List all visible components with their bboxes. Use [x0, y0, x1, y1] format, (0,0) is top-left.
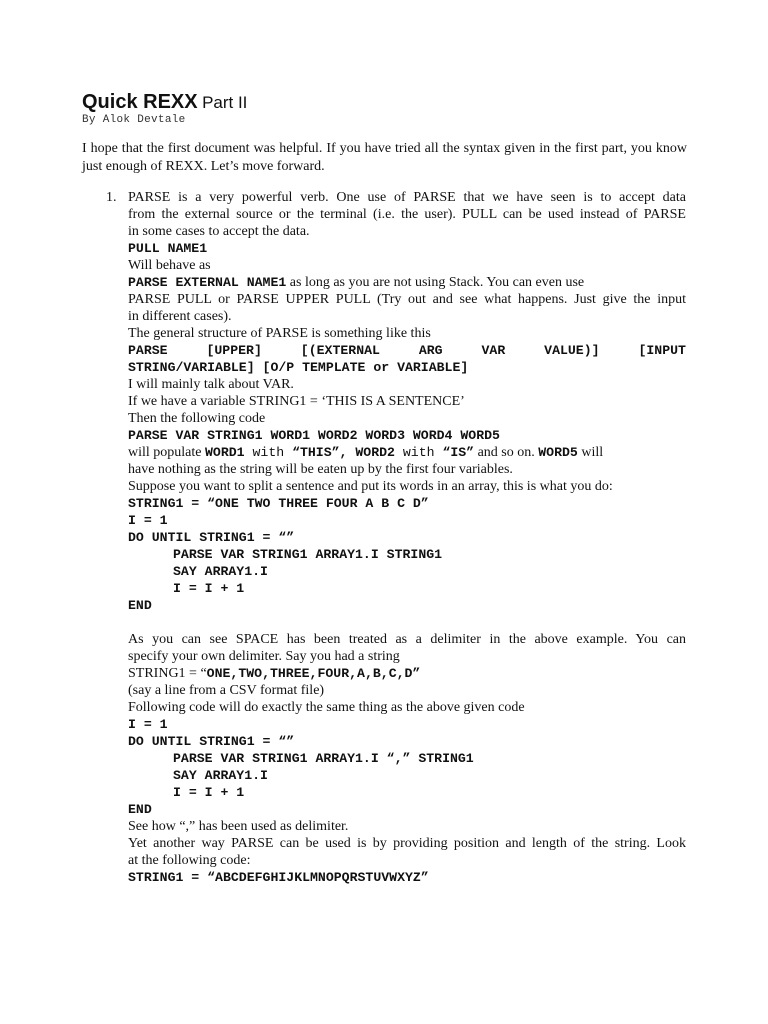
- syntax-token: ARG: [418, 343, 443, 358]
- inline-code: PARSE EXTERNAL NAME1: [128, 275, 287, 290]
- mixed-line: [128, 274, 686, 291]
- text-line: Yet another way PARSE can be used is by providing position and length of the string. Look: [128, 836, 686, 851]
- text-line: Following code will do exactly the same thing as the above given code: [128, 700, 525, 715]
- mixed-line: [128, 665, 686, 682]
- inline-code: “THIS”,: [292, 445, 348, 460]
- text-line: The general structure of PARSE is something like this: [128, 326, 431, 341]
- code-line: END: [128, 598, 152, 613]
- code-line: PARSE VAR STRING1 ARRAY1.I “,” STRING1: [173, 751, 474, 766]
- text-line: PARSE is a very powerful verb. One use of PARSE that we have seen is to accept data: [128, 190, 686, 205]
- inline-code: ONE,TWO,THREE,FOUR,A,B,C,D”: [206, 666, 421, 681]
- text-line: in different cases).: [128, 309, 232, 324]
- title-part: Part II: [202, 93, 248, 112]
- text-line: If we have a variable STRING1 = ‘THIS IS A SENTENCE’: [128, 394, 465, 409]
- text-line: from the external source or the terminal (i.e. the user). PULL can be used instead of PARSE: [128, 207, 686, 222]
- inline-text: and so on.: [474, 445, 539, 460]
- inline-mono: with: [244, 445, 293, 460]
- syntax-token: [UPPER]: [206, 343, 262, 358]
- text-line: (say a line from a CSV format file): [128, 683, 325, 698]
- code-line: PARSE VAR STRING1 WORD1 WORD2 WORD3 WORD4 WORD5: [128, 428, 500, 443]
- syntax-token: [(EXTERNAL: [300, 343, 380, 358]
- inline-code: WORD5: [538, 445, 578, 460]
- inline-text: will populate: [128, 445, 205, 460]
- code-line: STRING1 = “ONE TWO THREE FOUR A B C D”: [128, 496, 429, 511]
- code-line: END: [128, 802, 152, 817]
- syntax-token: PARSE: [128, 343, 168, 358]
- code-line: PULL NAME1: [128, 241, 208, 256]
- inline-text: STRING1 = “: [128, 666, 207, 681]
- text-line: Then the following code: [128, 411, 266, 426]
- mixed-line: [128, 444, 686, 461]
- inline-code: WORD1: [205, 445, 245, 460]
- code-line: I = I + 1: [173, 581, 245, 596]
- text-line: Will behave as: [128, 258, 211, 273]
- inline-mono: with: [394, 445, 443, 460]
- code-line: I = 1: [128, 717, 168, 732]
- text-line: PARSE PULL or PARSE UPPER PULL (Try out and see what happens. Just give the input: [128, 292, 686, 307]
- inline-text: will: [577, 445, 604, 460]
- syntax-token: VAR: [481, 343, 506, 358]
- code-line: SAY ARRAY1.I: [173, 768, 268, 783]
- text-line: See how “,” has been used as delimiter.: [128, 819, 349, 834]
- code-line: DO UNTIL STRING1 = “”: [128, 734, 295, 749]
- title-main: Quick REXX: [82, 91, 198, 113]
- text-line: have nothing as the string will be eaten up by the first four variables.: [128, 462, 513, 477]
- text-line: at the following code:: [128, 853, 251, 868]
- code-line: STRING/VARIABLE] [O/P TEMPLATE or VARIABLE]: [128, 360, 469, 375]
- inline-code: WORD2: [347, 445, 395, 460]
- code-line: I = 1: [128, 513, 168, 528]
- syntax-token: VALUE)]: [544, 343, 600, 358]
- code-line: PARSE VAR STRING1 ARRAY1.I STRING1: [173, 547, 443, 562]
- code-line: DO UNTIL STRING1 = “”: [128, 530, 295, 545]
- text-line: in some cases to accept the data.: [128, 224, 310, 239]
- text-line: specify your own delimiter. Say you had a string: [128, 649, 400, 664]
- syntax-line: [128, 342, 686, 359]
- author-byline: By Alok Devtale: [82, 114, 186, 126]
- code-line: SAY ARRAY1.I: [173, 564, 268, 579]
- code-line: STRING1 = “ABCDEFGHIJKLMNOPQRSTUVWXYZ”: [128, 870, 429, 885]
- text-line: Suppose you want to split a sentence and put its words in an array, this is what you do:: [128, 479, 613, 494]
- inline-code: “IS”: [442, 445, 475, 460]
- text-line: As you can see SPACE has been treated as a delimiter in the above example. You can: [128, 632, 686, 647]
- code-line: I = I + 1: [173, 785, 245, 800]
- list-item-body: [128, 189, 686, 886]
- intro-paragraph: I hope that the first document was helpful. If you have tried all the syntax given in the first part, you know just enough of REXX. Let’s move forward.: [82, 141, 687, 174]
- text-line: I will mainly talk about VAR.: [128, 377, 294, 392]
- list-item-number: 1.: [106, 190, 117, 205]
- blank-line: [128, 614, 686, 631]
- inline-text: as long as you are not using Stack. You can even use: [286, 275, 585, 290]
- syntax-token: [INPUT: [638, 343, 686, 358]
